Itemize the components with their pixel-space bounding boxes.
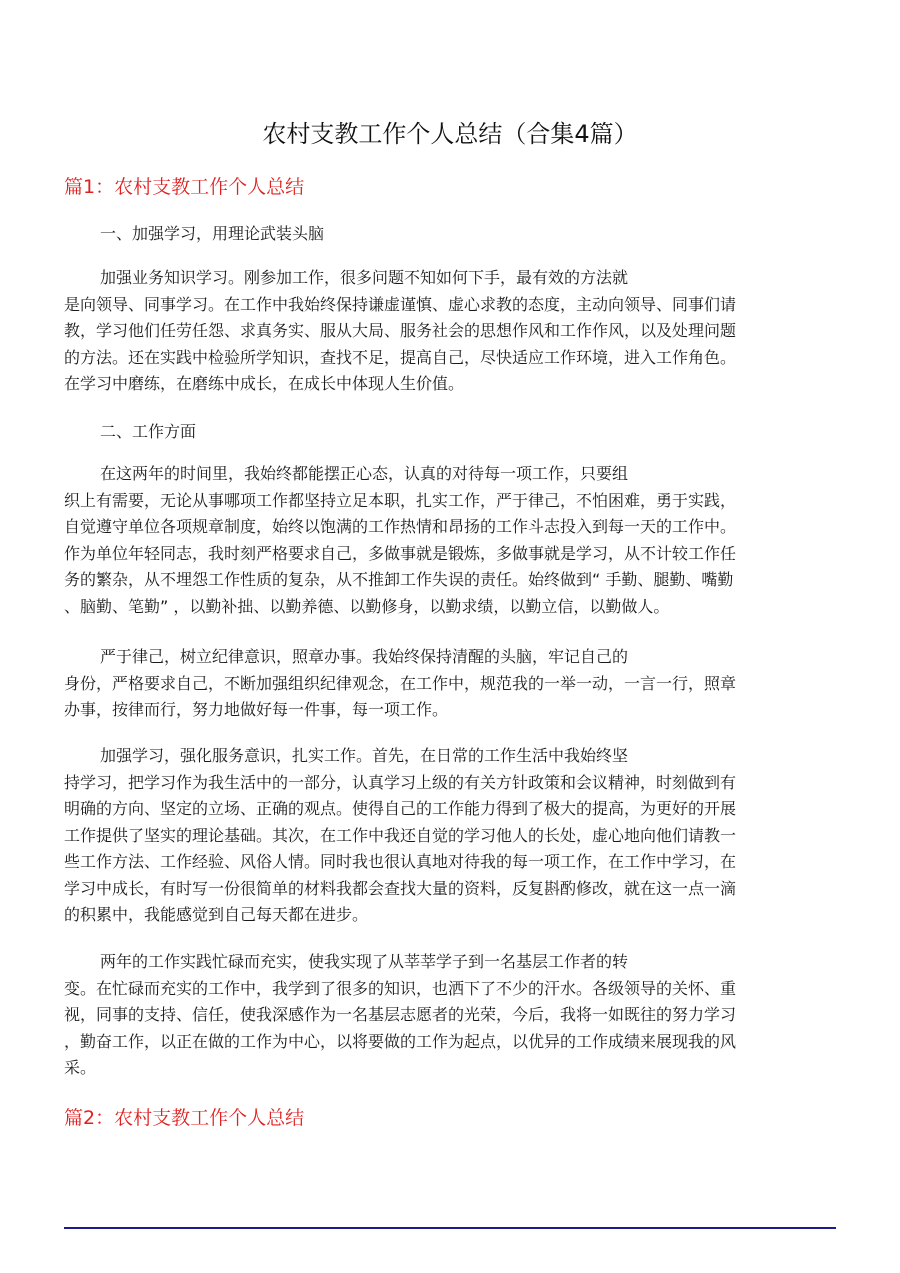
paragraph-line: 办事，按律而行，努力地做好每一件事，每一项工作。 <box>64 700 449 719</box>
paragraph-line: 是向领导、同事学习。在工作中我始终保持谦虚谨慎、虚心求教的态度，主动向领导、同事们请 <box>64 294 737 314</box>
paragraph-line: 些工作方法、工作经验、风俗人情。同时我也很认真地对待我的每一项工作，在工作中学习，在 <box>64 852 737 871</box>
paragraph-4 <box>64 743 840 929</box>
paragraph-3 <box>64 644 840 724</box>
paragraph-line: 在学习中磨练，在磨练中成长，在成长中体现人生价值。 <box>64 374 465 393</box>
section2-title: 篇2：农村支教工作个人总结 <box>64 1107 305 1129</box>
paragraph-5 <box>64 949 840 1082</box>
footer-divider <box>64 1227 836 1229</box>
paragraph-1 <box>64 265 840 398</box>
document-title: 农村支教工作个人总结（合集4篇） <box>262 120 638 148</box>
paragraph-line: 学习中成长，有时写一份很简单的材料我都会查找大量的资料，反复斟酌修改，就在这一点一滴 <box>64 878 737 898</box>
heading-1: 一、加强学习，用理论武装头脑 <box>100 224 325 243</box>
paragraph-line: 视，同事的支持、信任，使我深感作为一名基层志愿者的光荣，今后，我将一如既往的努力学习 <box>64 1005 737 1024</box>
paragraph-line: 的方法。还在实践中检验所学知识，查找不足，提高自己，尽快适应工作环境，进入工作角色。 <box>64 347 737 367</box>
paragraph-line: 作为单位年轻同志，我时刻严格要求自己，多做事就是锻炼，多做事就是学习，从不计较工作任 <box>64 543 737 563</box>
paragraph-line: 加强学习，强化服务意识，扎实工作。首先，在日常的工作生活中我始终坚 <box>100 746 629 765</box>
heading-2: 二、工作方面 <box>100 422 197 441</box>
paragraph-line: 明确的方向、坚定的立场、正确的观点。使得自己的工作能力得到了极大的提高，为更好的开展 <box>64 799 737 818</box>
paragraph-line: 务的繁杂，从不埋怨工作性质的复杂，从不推卸工作失误的责任。始终做到“ 手勤、腿勤、嘴勤 <box>64 570 734 589</box>
paragraph-line: 自觉遵守单位各项规章制度，始终以饱满的工作热情和昂扬的工作斗志投入到每一天的工作中。 <box>64 517 737 536</box>
paragraph-line: 严于律己，树立纪律意识，照章办事。我始终保持清醒的头脑，牢记自己的 <box>100 647 629 666</box>
section1-title: 篇1：农村支教工作个人总结 <box>64 176 305 198</box>
paragraph-line: 的积累中，我能感觉到自己每天都在进步。 <box>64 905 369 924</box>
paragraph-line: 两年的工作实践忙碌而充实，使我实现了从莘莘学子到一名基层工作者的转 <box>100 952 629 971</box>
paragraph-line: 工作提供了坚实的理论基础。其次，在工作中我还自觉的学习他人的长处，虚心地向他们请教一 <box>64 825 737 845</box>
paragraph-line: 、脑勤、笔勤” ，以勤补拙、以勤养德、以勤修身，以勤求绩，以勤立信，以勤做人。 <box>64 596 670 616</box>
paragraph-line: ，勤奋工作，以正在做的工作为中心，以将要做的工作为起点，以优异的工作成绩来展现我的风 <box>64 1031 737 1051</box>
paragraph-line: 教，学习他们任劳任怨、求真务实、服从大局、服务社会的思想作风和工作作风，以及处理问题 <box>64 321 737 340</box>
paragraph-line: 加强业务知识学习。刚参加工作，很多问题不知如何下手，最有效的方法就 <box>100 268 629 287</box>
paragraph-line: 织上有需要，无论从事哪项工作都坚持立足本职，扎实工作，严于律己，不怕困难，勇于实践， <box>64 490 737 510</box>
paragraph-2 <box>64 461 840 620</box>
paragraph-line: 采。 <box>64 1058 97 1077</box>
paragraph-line: 持学习，把学习作为我生活中的一部分，认真学习上级的有关方针政策和会议精神，时刻做到有 <box>64 772 737 792</box>
paragraph-line: 在这两年的时间里，我始终都能摆正心态，认真的对待每一项工作，只要组 <box>100 464 629 483</box>
paragraph-line: 变。在忙碌而充实的工作中，我学到了很多的知识，也洒下了不少的汗水。各级领导的关怀、重 <box>64 978 737 998</box>
paragraph-line: 身份，严格要求自己，不断加强组织纪律观念，在工作中，规范我的一举一动，一言一行，照章 <box>64 673 737 693</box>
